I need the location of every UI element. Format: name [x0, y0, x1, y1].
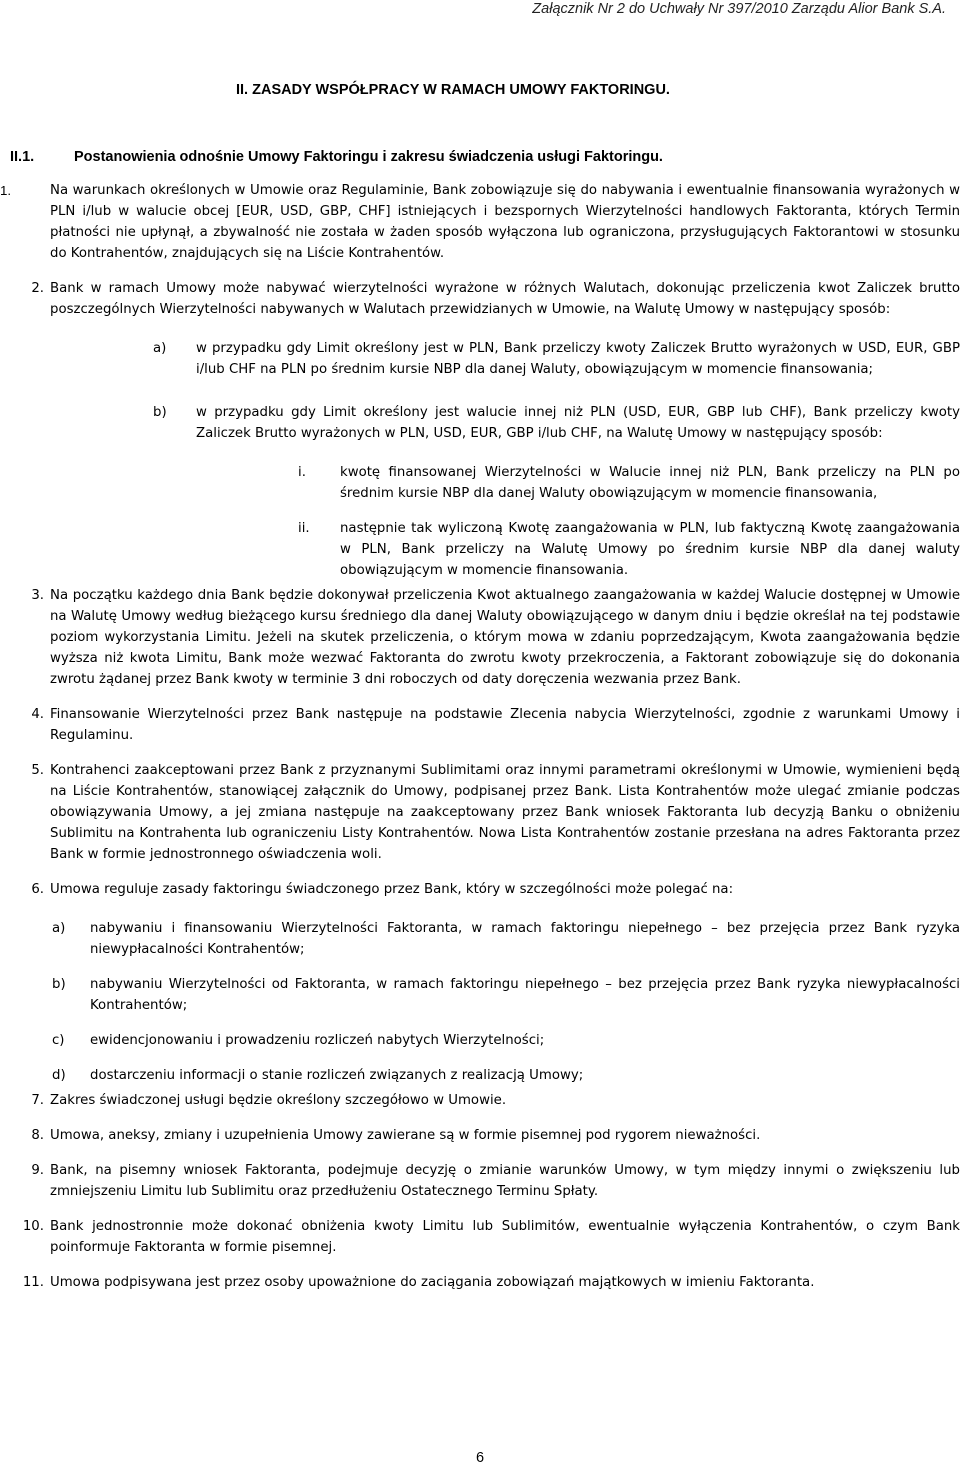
paragraph-5 [0, 760, 960, 865]
list-item-b [50, 402, 960, 444]
subsection-title: Postanowienia odnośnie Umowy Faktoringu i zakresu świadczenia usługi Faktoringu. [74, 149, 663, 165]
list-label: a) [153, 341, 167, 356]
list-item-d [0, 1065, 960, 1086]
list-text: nabywaniu i finansowaniu Wierzytelności Faktoranta, w ramach faktoringu niepełnego – bez przejęcia przez Bank ryzyka niewypłacalności Kontrahentów; [90, 921, 960, 957]
list-item-a [0, 918, 960, 960]
paragraph-7 [0, 1090, 960, 1111]
paragraph-text: Bank jednostronnie może dokonać obniżenia kwoty Limitu lub Sublimitów, ewentualnie wyłączenia Kontrahentów, o czym Bank poinformuje Faktoranta w formie pisemnej. [50, 1219, 960, 1255]
list-item-ii [50, 518, 960, 581]
paragraph-number: 5. [31, 763, 44, 778]
paragraph-2-list [50, 338, 960, 581]
list-text: w przypadku gdy Limit określony jest walucie innej niż PLN (USD, EUR, GBP lub CHF), Bank przeliczy kwoty Zaliczek Brutto wyrażonych w PLN, USD, EUR, GBP i/lub CHF, na Walutę Umowy w następujący sposób: [196, 405, 960, 441]
paragraph-10 [0, 1216, 960, 1258]
list-text: nabywaniu Wierzytelności od Faktoranta, w ramach faktoringu niepełnego – bez przejęcia przez Bank ryzyka niewypłacalności Kontrahentów; [90, 977, 960, 1013]
paragraph-text: Kontrahenci zaakceptowani przez Bank z przyznanymi Sublimitami oraz innymi parametrami określonymi w Umowie, wymienieni będą na Liście Kontrahentów, stanowiącej załącznik do Umowy, podpisanej przez Bank. Lista Kontrahentów może ulegać zmianie podczas obowiązywania Umowy, a jej zmiana następuje na zaakceptowany przez Bank wniosek Faktoranta lub decyzją Banku o obniżeniu Sublimitu na Kontrahenta lub ograniczeniu Listy Kontrahentów. Nowa Lista Kontrahentów zostanie przesłana na adres Faktoranta przez Bank w formie jednostronnego oświadczenia woli. [50, 763, 960, 862]
list-text: dostarczeniu informacji o stanie rozliczeń związanych z realizacją Umowy; [90, 1068, 584, 1083]
list-text: następnie tak wyliczoną Kwotę zaangażowania w PLN, lub faktyczną Kwotę zaangażowania w PLN, Bank przeliczy na Walutę Umowy po średnim kursie NBP dla danej waluty obowiązującym w momencie finansowania. [340, 521, 960, 578]
list-label: ii. [298, 521, 310, 536]
list-label: a) [52, 921, 66, 936]
paragraph-text: Na warunkach określonych w Umowie oraz Regulaminie, Bank zobowiązuje się do nabywania i ewentualnie finansowania wyrażonych w PLN i/lub w walucie obcej [EUR, USD, GBP, CHF] istniejących i bezspornych Wierzytelności handlowych Faktoranta, których Termin płatności nie upłynął, a zbywalność nie została w żaden sposób wyłączona lub ograniczona, przysługujących Faktorantowi w stosunku do Kontrahentów, znajdujących się na Liście Kontrahentów. [50, 183, 960, 261]
document-body [0, 180, 960, 1307]
paragraph-number: 4. [31, 707, 44, 722]
page-number: 6 [475, 1450, 485, 1466]
list-item-b [0, 974, 960, 1016]
paragraph-text: Zakres świadczonej usługi będzie określony szczegółowo w Umowie. [50, 1093, 507, 1108]
paragraph-3 [0, 585, 960, 690]
paragraph-11 [0, 1272, 960, 1293]
paragraph-6-list [0, 918, 960, 1086]
paragraph-number: 7. [31, 1093, 44, 1108]
paragraph-1 [0, 180, 960, 264]
section-title: II. ZASADY WSPÓŁPRACY W RAMACH UMOWY FAKTORINGU. [236, 82, 670, 98]
list-label: b) [52, 977, 66, 992]
list-item-i [50, 462, 960, 504]
paragraph-text: Finansowanie Wierzytelności przez Bank następuje na podstawie Zlecenia nabycia Wierzytelności, zgodnie z warunkami Umowy i Regulaminu. [50, 707, 960, 743]
paragraph-6 [0, 879, 960, 1086]
list-label: c) [52, 1033, 65, 1048]
list-item-a [50, 338, 960, 380]
paragraph-text: Umowa reguluje zasady faktoringu świadczonego przez Bank, który w szczególności może polegać na: [50, 882, 734, 897]
paragraph-number: 3. [31, 588, 44, 603]
subsection-heading [10, 149, 950, 165]
list-label: b) [153, 405, 167, 420]
paragraph-2 [0, 278, 960, 581]
paragraph-number: 6. [31, 882, 44, 897]
subsection-number: II.1. [10, 149, 35, 165]
paragraph-number: 2. [31, 281, 44, 296]
paragraph-9 [0, 1160, 960, 1202]
paragraph-number: 11. [22, 1275, 44, 1290]
list-text: w przypadku gdy Limit określony jest w PLN, Bank przeliczy kwoty Zaliczek Brutto wyrażonych w USD, EUR, GBP i/lub CHF na PLN po średnim kursie NBP dla danej Waluty, obowiązującym w momencie finansowania; [196, 341, 960, 377]
paragraph-number: 10. [22, 1219, 44, 1234]
paragraph-text: Bank w ramach Umowy może nabywać wierzytelności wyrażone w różnych Walutach, dokonując przeliczenia kwot Zaliczek brutto poszczególnych Wierzytelności nabywanych w Walutach przewidzianych w Umowie, na Walutę Umowy w następujący sposób: [50, 281, 960, 317]
list-text: kwotę finansowanej Wierzytelności w Walucie innej niż PLN, Bank przeliczy na PLN po średnim kursie NBP dla danej Waluty obowiązującym w momencie finansowania, [340, 465, 960, 501]
paragraph-text: Umowa, aneksy, zmiany i uzupełnienia Umowy zawierane są w formie pisemnej pod rygorem nieważności. [50, 1128, 761, 1143]
list-text: ewidencjonowaniu i prowadzeniu rozliczeń nabytych Wierzytelności; [90, 1033, 545, 1048]
header-note: Załącznik Nr 2 do Uchwały Nr 397/2010 Zarządu Alior Bank S.A. [532, 1, 946, 17]
paragraph-4 [0, 704, 960, 746]
paragraph-number: 9. [31, 1163, 44, 1178]
paragraph-number: 1. [0, 183, 12, 198]
paragraph-number: 8. [31, 1128, 44, 1143]
paragraph-8 [0, 1125, 960, 1146]
list-item-c [0, 1030, 960, 1051]
paragraph-text: Bank, na pisemny wniosek Faktoranta, podejmuje decyzję o zmianie warunków Umowy, w tym między innymi o zwiększeniu lub zmniejszeniu Limitu lub Sublimitu oraz przedłużeniu Ostatecznego Terminu Spłaty. [50, 1163, 960, 1199]
list-label: i. [298, 465, 306, 480]
paragraph-text: Umowa podpisywana jest przez osoby upoważnione do zaciągania zobowiązań majątkowych w imieniu Faktoranta. [50, 1275, 815, 1290]
list-label: d) [52, 1068, 66, 1083]
paragraph-text: Na początku każdego dnia Bank będzie dokonywał przeliczenia Kwot aktualnego zaangażowania w każdej Walucie dostępnej w Umowie na Walutę Umowy według bieżącego kursu średniego dla danej Waluty obowiązującego w danym dniu i będzie określał na tej podstawie poziom wykorzystania Limitu. Jeżeli na skutek przeliczenia, o którym mowa w zdaniu poprzedzającym, Kwota zaangażowania będzie wyższa niż kwota Limitu, Bank może wezwać Faktoranta do zwrotu kwoty przekroczenia, a Faktorant zobowiązuje się do dokonania zwrotu żądanej przez Bank kwoty w terminie 3 dni roboczych od daty doręczenia wezwania przez Bank. [50, 588, 960, 687]
